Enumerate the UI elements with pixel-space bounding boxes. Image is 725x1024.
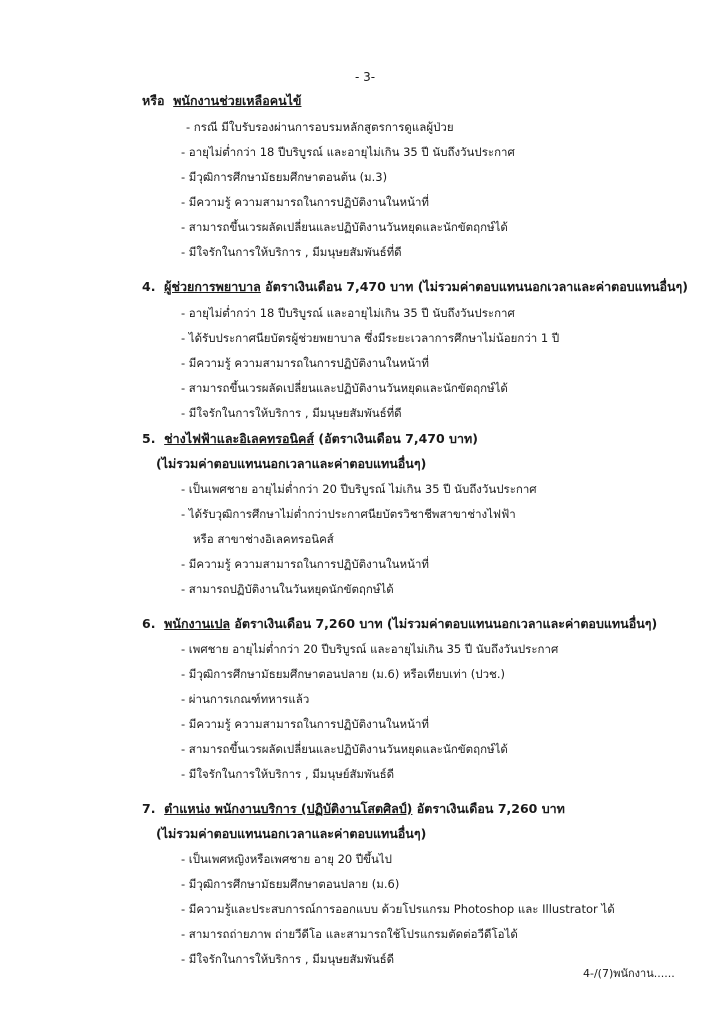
list-item: - มีความรู้ ความสามารถในการปฏิบัติงานในหน้าที่: [181, 356, 430, 370]
list-item: - สามารถถ่ายภาพ ถ่ายวีดีโอ และสามารถใช้โปรแกรมตัดต่อวีดีโอได้: [181, 927, 518, 941]
page-number: - 3-: [355, 70, 376, 84]
list-item: - มีใจรักในการให้บริการ , มีมนุษยสัมพันธ์ที่ดี: [181, 245, 402, 259]
list-item: - มีความรู้ ความสามารถในการปฏิบัติงานในหน้าที่: [181, 717, 430, 731]
list-item: - มีใจรักในการให้บริการ , มีมนุษย์สัมพันธ์ดี: [181, 767, 395, 781]
section-heading-stretcher-staff: [142, 616, 657, 632]
list-item: - มีความรู้และประสบการณ์การออกแบบ ด้วยโปรแกรม Photoshop และ Illustrator ได้: [181, 902, 615, 916]
list-item: - มีใจรักในการให้บริการ , มีมนุษยสัมพันธ์ที่ดี: [181, 406, 402, 420]
section-title: ช่างไฟฟ้าและอิเลคทรอนิคส์: [164, 431, 315, 446]
section-salary: (อัตราเงินเดือน 7,470 บาท): [314, 431, 478, 446]
list-item: - มีใจรักในการให้บริการ , มีมนุษยสัมพันธ์ดี: [181, 952, 395, 966]
list-item: - อายุไม่ต่ำกว่า 18 ปีบริบูรณ์ และอายุไม่เกิน 35 ปี นับถึงวันประกาศ: [181, 306, 515, 320]
list-item: - มีความรู้ ความสามารถในการปฏิบัติงานในหน้าที่: [181, 557, 430, 571]
list-item: - สามารถขึ้นเวรผลัดเปลี่ยนและปฏิบัติงานวันหยุดและนักขัตฤกษ์ได้: [181, 381, 508, 395]
list-item: - มีวุฒิการศึกษามัธยมศึกษาตอนต้น (ม.3): [181, 170, 388, 184]
section-salary: อัตราเงินเดือน 7,470 บาท (ไม่รวมค่าตอบแทนนอกเวลาและค่าตอบแทนอื่นๆ): [260, 279, 688, 294]
section-prefix: 4.: [142, 279, 156, 294]
list-item: - เป็นเพศหญิงหรือเพศชาย อายุ 20 ปีขึ้นไป: [181, 852, 392, 866]
list-item: - ได้รับวุฒิการศึกษาไม่ต่ำกว่าประกาศนียบัตรวิชาชีพสาขาช่างไฟฟ้า: [181, 507, 516, 521]
section-salary: อัตราเงินเดือน 7,260 บาท: [412, 801, 565, 816]
section-salary: อัตราเงินเดือน 7,260 บาท (ไม่รวมค่าตอบแทนนอกเวลาและค่าตอบแทนอื่นๆ): [230, 616, 658, 631]
list-item: - อายุไม่ต่ำกว่า 18 ปีบริบูรณ์ และอายุไม่เกิน 35 ปี นับถึงวันประกาศ: [181, 145, 515, 159]
list-item: - สามารถปฏิบัติงานในวันหยุดนักขัตฤกษ์ได้: [181, 582, 394, 596]
section-heading-nurse-aide: [142, 279, 688, 295]
section-prefix: 5.: [142, 431, 156, 446]
section-heading-patient-assistant: [142, 93, 301, 109]
list-item: - มีวุฒิการศึกษามัธยมศึกษาตอนปลาย (ม.6): [181, 877, 400, 891]
section-prefix: 6.: [142, 616, 156, 631]
section-heading-electrician: [142, 431, 478, 447]
list-item: - ได้รับประกาศนียบัตรผู้ช่วยพยาบาล ซึ่งมีระยะเวลาการศึกษาไม่น้อยกว่า 1 ปี: [181, 331, 560, 345]
section-salary-note: (ไม่รวมค่าตอบแทนนอกเวลาและค่าตอบแทนอื่นๆ): [156, 456, 427, 471]
list-item: - มีวุฒิการศึกษามัธยมศึกษาตอนปลาย (ม.6) หรือเทียบเท่า (ปวช.): [181, 667, 505, 681]
page-footer-continuation: 4-/(7)พนักงาน......: [583, 967, 675, 980]
section-prefix: หรือ: [142, 93, 165, 108]
list-item: - สามารถขึ้นเวรผลัดเปลี่ยนและปฏิบัติงานวันหยุดและนักขัตฤกษ์ได้: [181, 220, 508, 234]
list-item: - เพศชาย อายุไม่ต่ำกว่า 20 ปีบริบูรณ์ และอายุไม่เกิน 35 ปี นับถึงวันประกาศ: [181, 642, 559, 656]
section-prefix: 7.: [142, 801, 156, 816]
section-title: ตำแหน่ง พนักงานบริการ (ปฏิบัติงานโสตศิลป์): [164, 801, 413, 816]
section-heading-service-staff: [142, 801, 565, 817]
list-item: - ผ่านการเกณฑ์ทหารแล้ว: [181, 692, 310, 706]
list-item: - เป็นเพศชาย อายุไม่ต่ำกว่า 20 ปีบริบูรณ์ ไม่เกิน 35 ปี นับถึงวันประกาศ: [181, 482, 537, 496]
list-item: - มีความรู้ ความสามารถในการปฏิบัติงานในหน้าที่: [181, 195, 430, 209]
section-title: พนักงานเปล: [164, 616, 231, 631]
section-salary-note: (ไม่รวมค่าตอบแทนนอกเวลาและค่าตอบแทนอื่นๆ): [156, 826, 427, 841]
section-title: ผู้ช่วยการพยาบาล: [164, 279, 261, 294]
section-title: พนักงานช่วยเหลือคนไข้: [173, 93, 302, 108]
list-item: - กรณี มีใบรับรองผ่านการอบรมหลักสูตรการดูแลผู้ป่วย: [186, 120, 454, 134]
list-item: หรือ สาขาช่างอิเลคทรอนิคส์: [193, 532, 334, 546]
list-item: - สามารถขึ้นเวรผลัดเปลี่ยนและปฏิบัติงานวันหยุดและนักขัตฤกษ์ได้: [181, 742, 508, 756]
